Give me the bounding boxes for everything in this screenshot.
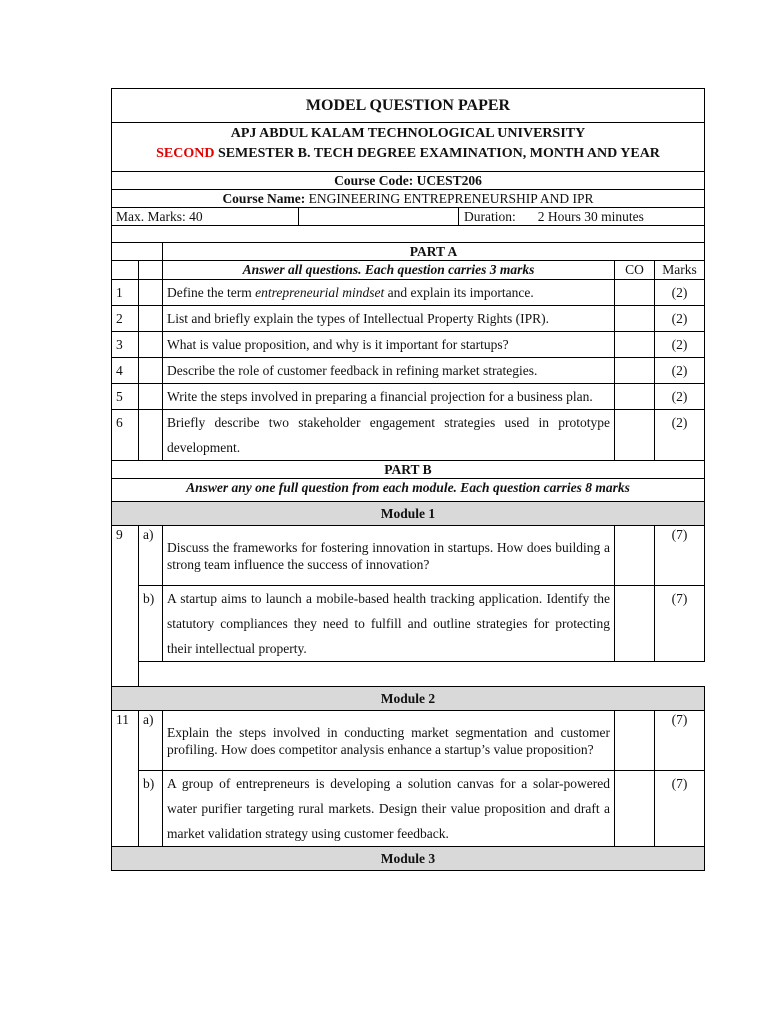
question-text: Describe the role of customer feedback in refining market strategies. [163,358,615,384]
co-cell [615,280,655,306]
co-cell [615,306,655,332]
question-number: 5 [112,384,139,410]
question-text: Explain the steps involved in conducting market segmentation and customer profiling. How does competitor analysis enhance a startup’s value proposition? [163,711,615,771]
empty-cell [139,358,163,384]
question-paper [111,88,704,871]
question-marks: (2) [655,410,705,461]
marks-header: Marks [655,261,705,280]
exam-title-rest: SEMESTER B. TECH DEGREE EXAMINATION, MONTH AND YEAR [214,146,660,161]
part-a-instruction: Answer all questions. Each question carries 3 marks [163,261,615,280]
question-text-part: Define the term [167,285,256,300]
co-cell [615,384,655,410]
empty-cell [299,208,459,226]
question-marks: (2) [655,280,705,306]
question-marks: (2) [655,384,705,410]
part-a-title: PART A [163,243,705,261]
module-3-header: Module 3 [112,847,705,871]
question-text: Briefly describe two stakeholder engagement strategies used in prototype development. [163,410,615,461]
spacer-row [112,226,705,243]
sub-question-label: a) [139,526,163,586]
sub-question-label: b) [139,586,163,662]
empty-cell [112,243,163,261]
duration-value: 2 Hours 30 minutes [537,209,644,224]
course-code: Course Code: UCEST206 [112,172,705,190]
question-number: 4 [112,358,139,384]
co-cell [615,526,655,586]
co-cell [615,586,655,662]
empty-cell [139,384,163,410]
sub-question-label: a) [139,711,163,771]
course-name-label: Course Name: [222,191,306,206]
question-number: 3 [112,332,139,358]
university-block [112,123,705,172]
question-number: 6 [112,410,139,461]
question-number: 2 [112,306,139,332]
question-marks: (7) [655,586,705,662]
duration [459,208,705,226]
question-number: 11 [112,711,139,847]
empty-cell [139,410,163,461]
empty-cell [112,261,139,280]
question-marks: (2) [655,332,705,358]
question-text: List and briefly explain the types of Intellectual Property Rights (IPR). [163,306,615,332]
question-number: 9 [112,526,139,687]
question-text: What is value proposition, and why is it important for startups? [163,332,615,358]
question-text: A group of entrepreneurs is developing a solution canvas for a solar-powered water purifier targeting rural markets. Design their value proposition and draft a market validation strategy using customer feedback. [163,771,615,847]
co-cell [615,332,655,358]
co-cell [615,358,655,384]
question-text: A startup aims to launch a mobile-based health tracking application. Identify the statutory compliances they need to fulfill and outline strategies for protecting their intellectual property. [163,586,615,662]
module-2-header: Module 2 [112,687,705,711]
spacer-row [139,662,705,687]
question-marks: (7) [655,771,705,847]
question-number: 1 [112,280,139,306]
empty-cell [139,332,163,358]
co-cell [615,410,655,461]
duration-label: Duration: [464,209,516,224]
question-text-italic: entrepreneurial mindset [255,285,385,300]
question-text: Write the steps involved in preparing a financial projection for a business plan. [163,384,615,410]
course-name-value: ENGINEERING ENTREPRENEURSHIP AND IPR [305,191,594,206]
course-name [112,190,705,208]
semester-word: SECOND [156,146,215,161]
module-1-header: Module 1 [112,502,705,526]
question-text [163,280,615,306]
empty-cell [139,306,163,332]
question-marks: (7) [655,711,705,771]
empty-cell [139,261,163,280]
part-b-title: PART B [112,461,705,479]
max-marks: Max. Marks: 40 [112,208,299,226]
exam-title [116,144,700,164]
co-cell [615,711,655,771]
question-table [111,88,705,871]
question-marks: (2) [655,306,705,332]
paper-title: MODEL QUESTION PAPER [112,89,705,123]
co-cell [615,771,655,847]
university-name: APJ ABDUL KALAM TECHNOLOGICAL UNIVERSITY [230,126,586,141]
question-marks: (7) [655,526,705,586]
question-text: Discuss the frameworks for fostering innovation in startups. How does building a strong team influence the success of innovation? [163,526,615,586]
empty-cell [139,280,163,306]
co-header: CO [615,261,655,280]
question-marks: (2) [655,358,705,384]
part-b-instruction: Answer any one full question from each module. Each question carries 8 marks [112,479,705,502]
sub-question-label: b) [139,771,163,847]
question-text-part: and explain its importance. [384,285,534,300]
